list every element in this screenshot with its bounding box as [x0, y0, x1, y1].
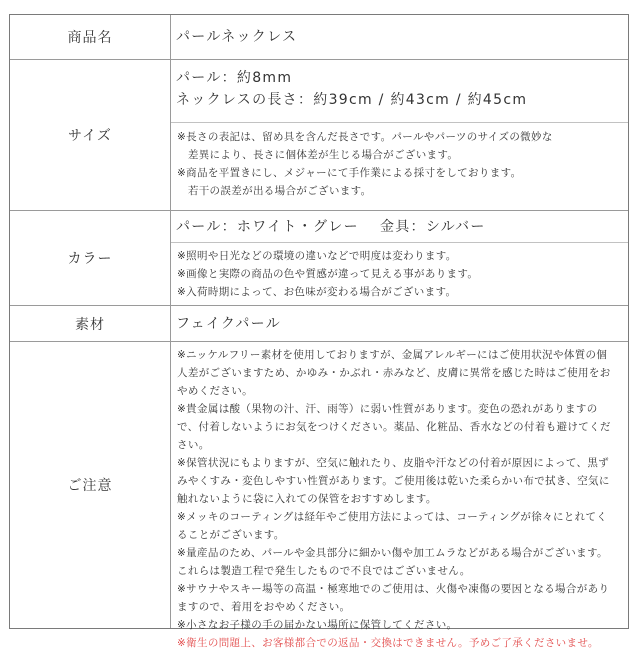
- caution-line: さい。: [177, 439, 210, 451]
- color-value: パール：ホワイト・グレー 金具：シルバー: [176, 219, 486, 235]
- size-note-line: 若干の誤差が出る場合がございます。: [177, 185, 372, 197]
- color-notes: [171, 242, 628, 305]
- label-material: 素材: [10, 306, 171, 341]
- label-caution: ご注意: [10, 342, 171, 628]
- row-caution: [10, 342, 628, 649]
- size-pearl-line: パール：約8mm: [176, 70, 293, 86]
- caution-line: ※保管状況にもよりますが、空気に触れたり、皮脂や汗などの付着が原因によって、黒ず: [177, 457, 610, 469]
- caution-line: ※サウナやスキー場等の高温・極寒地でのご使用は、火傷や凍傷の要因となる場合があり: [177, 583, 610, 595]
- size-note-line: ※商品を平置きにし、メジャーにて手作業による採寸をしております。: [177, 167, 522, 179]
- caution-line: 人差がございますため、かゆみ・かぶれ・赤みなど、皮膚に異常を感じた時はご使用をお: [177, 367, 611, 379]
- caution-line: ※ニッケルフリー素材を使用しておりますが、金属アレルギーにはご使用状況や体質の個: [177, 349, 608, 361]
- label-product-name: 商品名: [10, 15, 171, 59]
- caution-line: これらは製造工程で発生したもので不良ではございません。: [177, 565, 471, 577]
- return-policy-warning: ※衛生の問題上、お客様都合での返品・交換はできません。予めご了承くださいませ。: [177, 637, 599, 649]
- label-size: サイズ: [10, 60, 171, 210]
- caution-line: やめください。: [177, 385, 253, 397]
- caution-notes: [171, 342, 628, 649]
- color-note-line: ※入荷時期によって、お色味が変わる場合がございます。: [177, 286, 457, 298]
- material-value: フェイクパール: [176, 315, 281, 332]
- size-length-line: ネックレスの長さ：約39cm / 約43cm / 約45cm: [176, 92, 528, 108]
- caution-line: ※小さなお子様の手の届かない場所に保管してください。: [177, 619, 458, 631]
- caution-line: みやくすみ・変色しやすい性質があります。ご使用後は乾いた柔らかい布で拭き、空気に: [177, 475, 610, 487]
- color-note-line: ※画像と実際の商品の色や質感が違って見える事があります。: [177, 268, 479, 280]
- caution-line: ※量産品のため、パールや金具部分に細かい傷や加工ムラなどがある場合がございます。: [177, 547, 608, 559]
- caution-line: ますので、着用をおやめください。: [177, 601, 351, 613]
- row-material: [10, 306, 628, 342]
- caution-line: ※貴金属は酸（果物の汁、汗、雨等）に弱い性質があります。変色の恐れがありますの: [177, 403, 598, 415]
- color-note-line: ※照明や日光などの環境の違いなどで明度は変わります。: [177, 250, 457, 262]
- size-note-line: ※長さの表記は、留め具を含んだ長さです。パールやパーツのサイズの微妙な: [177, 131, 553, 143]
- size-notes: [171, 122, 628, 210]
- size-note-line: 差異により、長さに個体差が生じる場合がございます。: [177, 149, 459, 161]
- product-name-value: パールネックレス: [176, 29, 298, 45]
- row-color: [10, 211, 628, 306]
- caution-line: ※メッキのコーティングは経年やご使用方法によっては、コーティングが徐々にとれてく: [177, 511, 608, 523]
- caution-line: で、付着しないようにお気をつけください。薬品、化粧品、香水などの付着も避けてくだ: [177, 421, 611, 433]
- caution-line: 触れないように袋に入れての保管をおすすめします。: [177, 493, 437, 505]
- caution-line: ることがございます。: [177, 529, 285, 541]
- row-product-name: [10, 15, 628, 60]
- label-color: カラー: [10, 211, 171, 305]
- row-size: [10, 60, 628, 211]
- product-spec-table: [9, 14, 629, 649]
